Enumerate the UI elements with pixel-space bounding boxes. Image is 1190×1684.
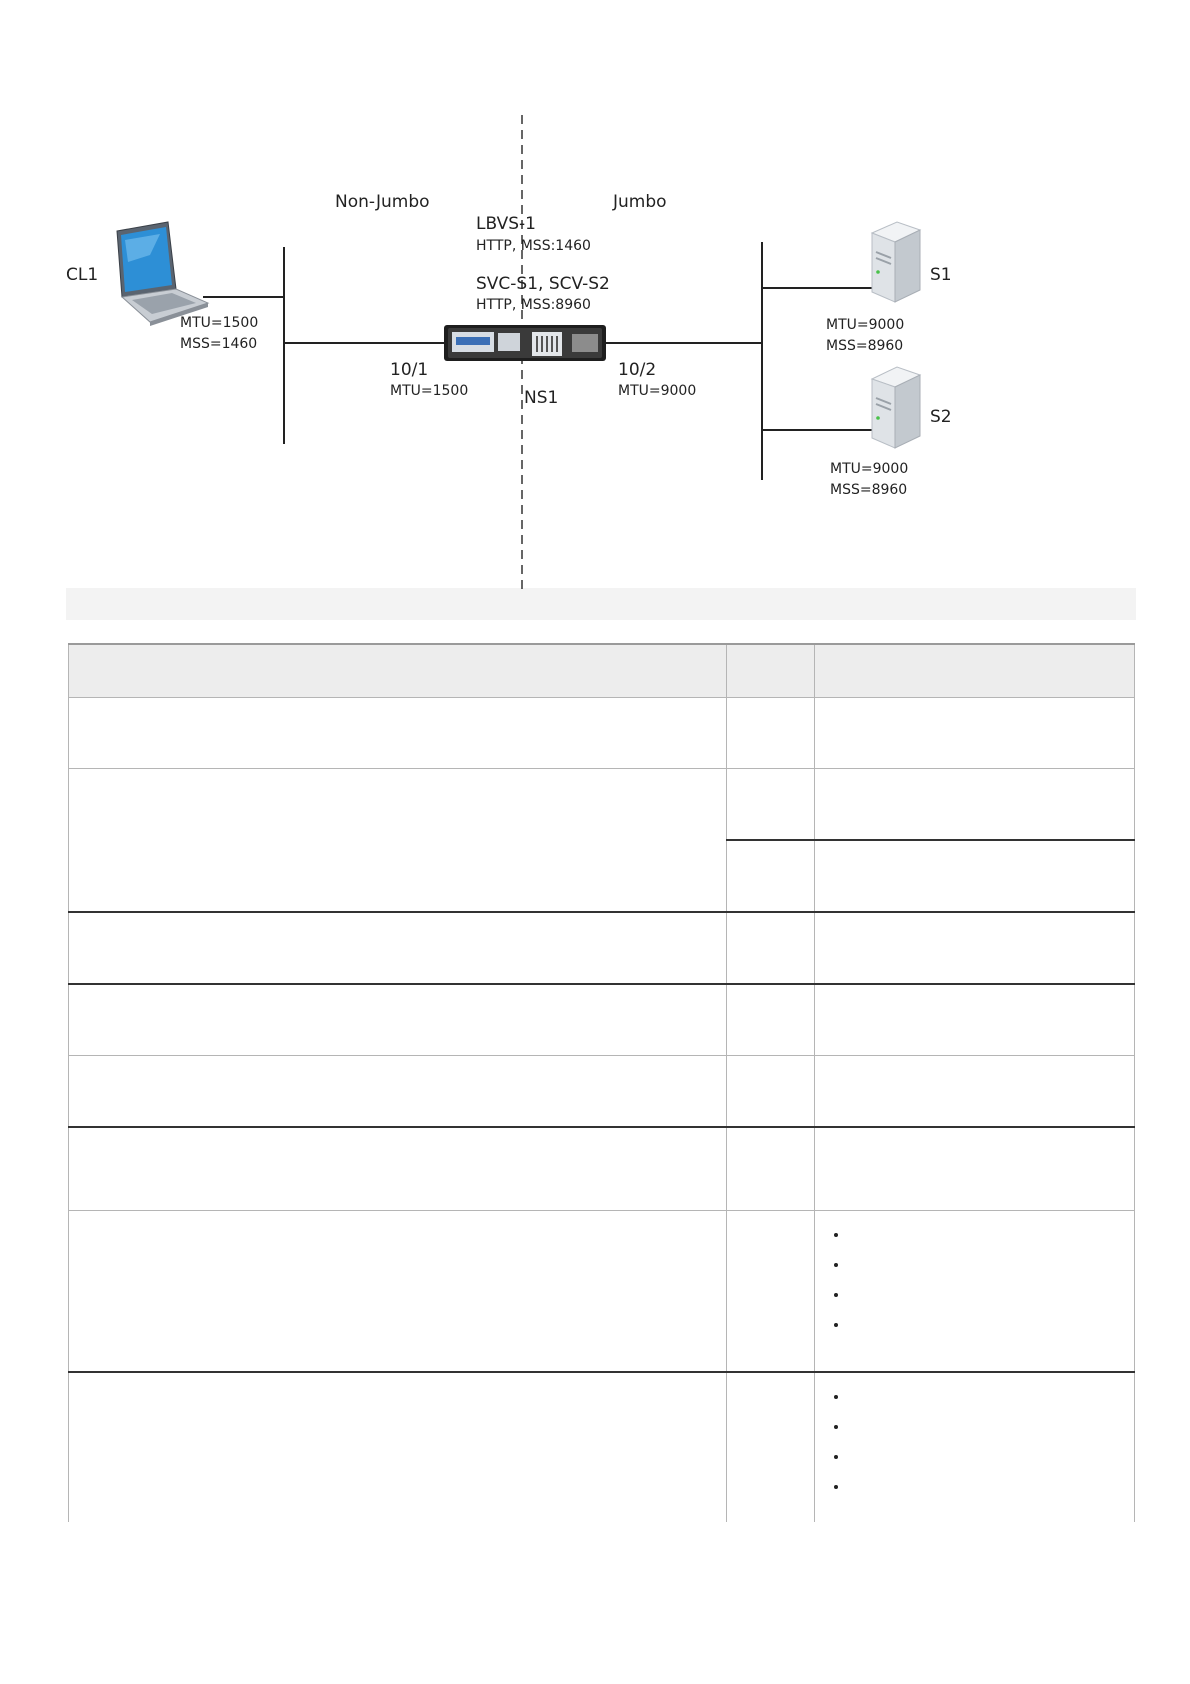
table-row [69, 1211, 1135, 1373]
zone-label-jumbo: Jumbo [613, 192, 667, 212]
table-cell [727, 912, 815, 984]
diagram-bottom-band [66, 588, 1136, 620]
table-cell [69, 1211, 727, 1373]
table-cell [727, 1056, 815, 1128]
table-cell [69, 1056, 727, 1128]
table-cell [815, 840, 1135, 912]
table-cell [727, 698, 815, 769]
server-s1-mss-label: MSS=8960 [826, 338, 904, 354]
appliance-icon [444, 325, 606, 361]
table-cell [727, 1127, 815, 1211]
table-cell [69, 1372, 727, 1534]
table-cell [727, 840, 815, 912]
server-s2-mtu-label: MTU=9000 [830, 461, 909, 477]
appliance-name-label: NS1 [524, 388, 559, 408]
client-name-label: CL1 [66, 265, 99, 285]
table-cell [815, 1056, 1135, 1128]
list-item [849, 1389, 1118, 1419]
table-cell [69, 769, 727, 913]
vserver-label: LBVS-1 [476, 214, 536, 234]
client-mtu-label: MTU=1500 [180, 315, 259, 331]
table-cell [815, 912, 1135, 984]
table-row [69, 912, 1135, 984]
table-header-cell [727, 644, 815, 698]
port-left-mtu-label: MTU=1500 [390, 383, 469, 399]
table-cell [815, 1372, 1135, 1534]
port-left-label: 10/1 [390, 360, 429, 380]
services-label: SVC-S1, SCV-S2 [476, 274, 610, 294]
server-icon [872, 222, 920, 302]
table-cell [727, 1211, 815, 1373]
server-s1-mtu-label: MTU=9000 [826, 317, 905, 333]
list-item [849, 1419, 1118, 1449]
table-cell [815, 1211, 1135, 1373]
table-cell [815, 984, 1135, 1056]
table-cell [815, 698, 1135, 769]
list-item [849, 1449, 1118, 1479]
network-diagram [0, 0, 1190, 620]
table-cell [69, 984, 727, 1056]
configuration-table [68, 643, 1135, 1534]
server-s1-name-label: S1 [930, 265, 952, 285]
table-cell [727, 984, 815, 1056]
services-settings-label: HTTP, MSS:8960 [476, 297, 591, 313]
page-bottom-margin [0, 1522, 1190, 1684]
table-header-cell [815, 644, 1135, 698]
table-row [69, 769, 1135, 841]
bullet-list [831, 1389, 1118, 1509]
table-cell [69, 1127, 727, 1211]
port-right-label: 10/2 [618, 360, 657, 380]
table-cell [69, 698, 727, 769]
table-cell [815, 769, 1135, 841]
table-cell [727, 769, 815, 841]
table-cell [815, 1127, 1135, 1211]
list-item [849, 1287, 1118, 1317]
zone-label-non-jumbo: Non-Jumbo [335, 192, 430, 212]
table-row [69, 1056, 1135, 1128]
table-row [69, 1127, 1135, 1211]
list-item [849, 1257, 1118, 1287]
table-row [69, 698, 1135, 769]
table-row [69, 1372, 1135, 1534]
table-cell [727, 1372, 815, 1534]
client-mss-label: MSS=1460 [180, 336, 258, 352]
table-header-cell [69, 644, 727, 698]
server-s2-mss-label: MSS=8960 [830, 482, 908, 498]
table-cell [69, 912, 727, 984]
port-right-mtu-label: MTU=9000 [618, 383, 697, 399]
list-item [849, 1317, 1118, 1347]
server-icon [872, 367, 920, 448]
list-item [849, 1227, 1118, 1257]
server-s2-name-label: S2 [930, 407, 952, 427]
table-header-row [69, 644, 1135, 698]
table-row [69, 984, 1135, 1056]
bullet-list [831, 1227, 1118, 1347]
vserver-settings-label: HTTP, MSS:1460 [476, 238, 591, 254]
list-item [849, 1479, 1118, 1509]
